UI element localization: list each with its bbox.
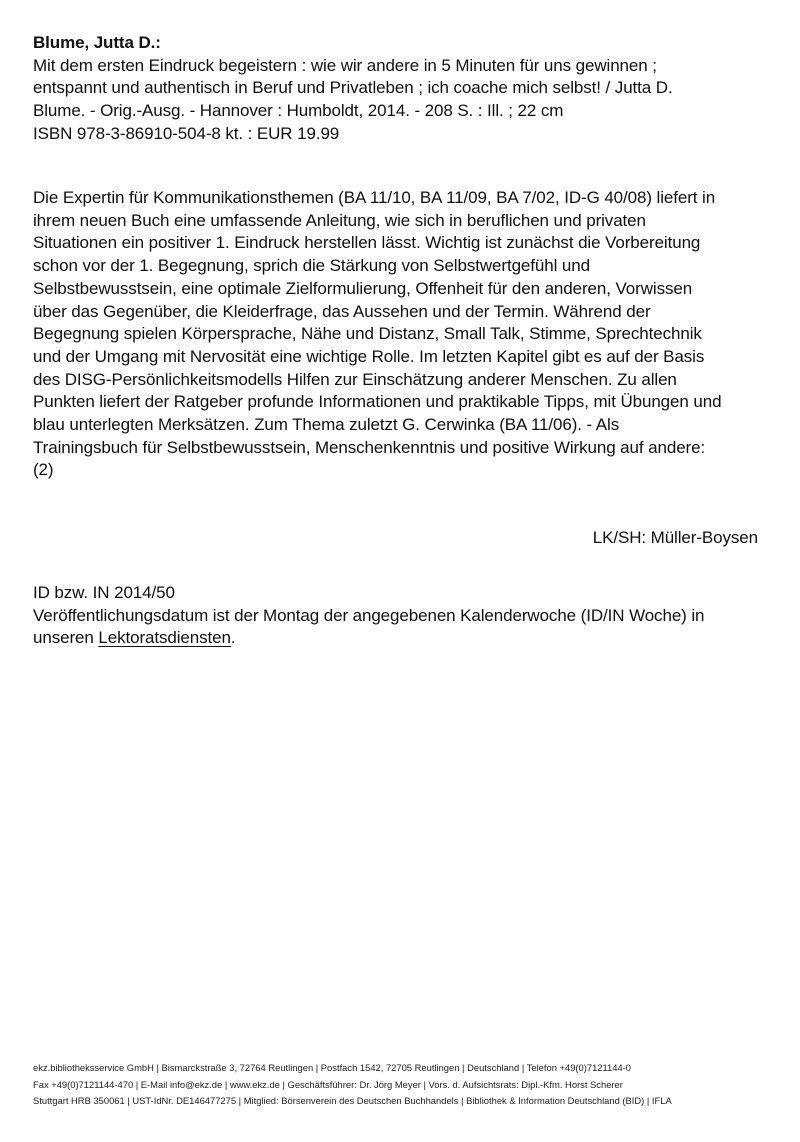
review-line: Die Expertin für Kommunikationsthemen (BA 11/10, BA 11/09, BA 7/02, ID-G 40/08) liefert in xyxy=(33,188,716,207)
review-line: Trainingsbuch für Selbstbewusstsein, Menschenkenntnis und positive Wirkung auf andere: xyxy=(33,437,706,457)
footer-line: ekz.bibliotheksservice GmbH | Bismarckstraße 3, 72764 Reutlingen | Postfach 1542, 72705 Reutlingen | Deutschland | Telefon +49(0)7121144-0 xyxy=(33,1062,632,1073)
citation-block xyxy=(33,32,768,146)
review-line: Selbstbewusstsein, eine optimale Zielformulierung, Offenheit für den anderen, Vorwissen xyxy=(33,278,693,298)
review-line: Begegnung spielen Körpersprache, Nähe und Distanz, Small Talk, Stimme, Sprechtechnik xyxy=(33,324,702,344)
isbn-line: ISBN 978-3-86910-504-8 kt. : EUR 19.99 xyxy=(33,123,340,143)
review-line: ihrem neuen Buch eine umfassende Anleitung, wie sich in beruflichen und privaten xyxy=(33,210,646,230)
company-footer xyxy=(33,1060,768,1110)
reviewer-signature-row xyxy=(33,527,758,550)
publication-info xyxy=(33,582,768,650)
review-text xyxy=(33,187,768,482)
review-line: blau unterlegten Merksätzen. Zum Thema zuletzt G. Cerwinka (BA 11/06). - Als xyxy=(33,415,620,435)
citation-line: entspannt und authentisch in Beruf und Privatleben ; ich coache mich selbst! / Jutta D. xyxy=(33,78,673,98)
footer-line: Fax +49(0)7121144-470 | E-Mail info@ekz.de | www.ekz.de | Geschäftsführer: Dr. Jörg Meyer | Vors. d. Aufsichtsrats: Dipl.-Kfm. Horst Scherer xyxy=(33,1078,623,1090)
review-line: Punkten liefert der Ratgeber profunde Informationen und praktikable Tipps, mit Übungen und xyxy=(33,392,722,412)
note-prefix: unseren xyxy=(33,628,99,648)
author-name: Blume, Jutta D.: xyxy=(33,33,161,52)
publication-note-line-2 xyxy=(33,627,768,650)
issue-id-line: ID bzw. IN 2014/50 xyxy=(33,583,175,602)
review-line: und der Umgang mit Nervosität eine wichtige Rolle. Im letzten Kapitel gibt es auf der Basis xyxy=(33,346,705,366)
footer-line: Stuttgart HRB 350061 | UST-IdNr. DE146477275 | Mitglied: Börsenverein des Deutschen Buchhandels | Bibliothek & Information Deutschland (BID) | IFLA xyxy=(33,1095,672,1107)
publication-note-line: Veröffentlichungsdatum ist der Montag der angegebenen Kalenderwoche (ID/IN Woche) in xyxy=(33,605,705,625)
citation-line: Mit dem ersten Eindruck begeistern : wie wir andere in 5 Minuten für uns gewinnen ; xyxy=(33,55,657,75)
lektoratsdienste-link[interactable]: Lektoratsdiensten xyxy=(98,628,231,648)
review-line: des DISG-Persönlichkeitsmodells Hilfen zur Einschätzung anderer Menschen. Zu allen xyxy=(33,369,677,389)
review-line: über das Gegenüber, die Kleiderfrage, das Aussehen und der Termin. Während der xyxy=(33,301,651,321)
reviewer-signature: LK/SH: Müller-Boysen xyxy=(592,528,758,547)
review-line: Situationen ein positiver 1. Eindruck herstellen lässt. Wichtig ist zunächst die Vorbereitung xyxy=(33,233,701,253)
note-suffix: . xyxy=(230,628,236,648)
review-line: schon vor der 1. Begegnung, sprich die Stärkung von Selbstwertgefühl und xyxy=(33,256,590,276)
review-line: (2) xyxy=(33,460,54,480)
citation-line: Blume. - Orig.-Ausg. - Hannover : Humboldt, 2014. - 208 S. : Ill. ; 22 cm xyxy=(33,101,564,121)
